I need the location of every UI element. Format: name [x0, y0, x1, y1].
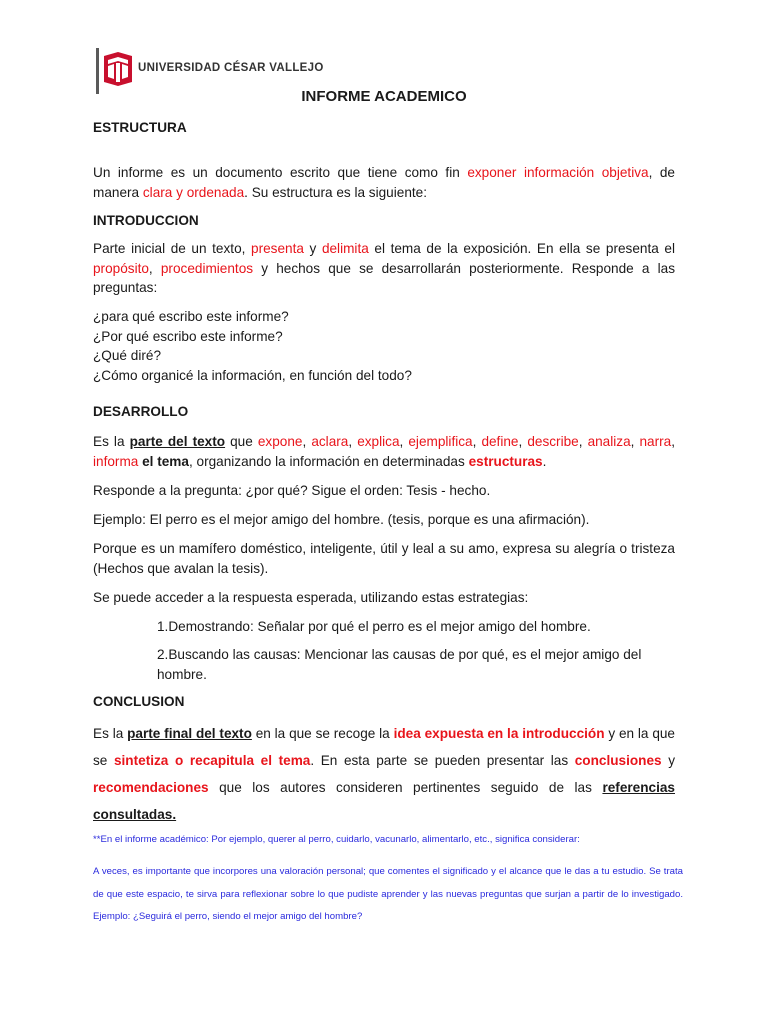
questions-list — [93, 307, 675, 385]
text-run: , de manera — [93, 165, 675, 200]
text-run: , organizando la información en determinadas — [188, 453, 469, 469]
desarrollo-facts: Porque es un mamífero doméstico, inteligente, útil y leal a su amo, expresa su alegría o tristeza (Hechos que avalan la tesis). — [93, 541, 675, 576]
introduccion-paragraph — [93, 239, 675, 298]
text-run: y — [661, 753, 676, 768]
highlight-run: explica — [357, 434, 400, 449]
desarrollo-question: Responde a la pregunta: ¿por qué? Sigue el orden: Tesis - hecho. — [93, 483, 491, 498]
highlight-run: delimita — [321, 241, 369, 256]
text-run: , — [518, 434, 528, 449]
text-run: Es la — [93, 434, 130, 449]
strategy-item: 1.Demostrando: Señalar por qué el perro es el mejor amigo del hombre. — [157, 619, 591, 634]
text-run: , — [148, 260, 161, 276]
text-run: . En esta parte se pueden presentar las — [310, 753, 575, 768]
highlight-run: informa — [93, 453, 139, 469]
question-item: ¿Cómo organicé la información, en función del todo? — [93, 367, 412, 383]
note-paragraph: A veces, es importante que incorpores una valoración personal; que comentes el significado y el alcance que le das a tu estudio. Se trata de que este espacio, te sirva para reflexionar sobre lo que pudiste aprender y las nuevas preguntas que surjan a partir de lo investigado. Ejemplo: ¿Seguirá el perro, siendo el mejor amigo del hombre? — [93, 866, 683, 922]
question-item: ¿para qué escribo este informe? — [93, 309, 289, 324]
text-run: y — [303, 241, 322, 256]
desarrollo-paragraph — [93, 432, 675, 471]
desarrollo-strategies: Se puede acceder a la respuesta esperada, utilizando estas estrategias: — [93, 590, 529, 605]
question-item: ¿Por qué escribo este informe? — [93, 328, 283, 344]
question-item: ¿Qué diré? — [93, 348, 162, 363]
highlight-run: clara y ordenada — [142, 184, 245, 200]
text-run: en la que se recoge la — [251, 726, 394, 741]
emphasis-run: el tema — [142, 453, 189, 469]
text-run: , — [578, 434, 588, 449]
text-run: , — [671, 434, 675, 449]
highlight-run: exponer información objetiva — [467, 165, 649, 180]
page-title: INFORME ACADEMICO — [301, 88, 467, 105]
text-run: . — [542, 453, 547, 469]
highlight-run: ejemplifica — [408, 434, 473, 449]
text-run: el tema de la exposición. En ella se presenta el — [368, 241, 675, 256]
highlight-run: describe — [527, 434, 579, 449]
heading-conclusion: CONCLUSION — [93, 694, 185, 709]
highlight-run: presenta — [251, 241, 304, 256]
conclusion-paragraph — [93, 720, 675, 828]
highlight-run: procedimientos — [160, 260, 254, 276]
highlight-run: propósito — [93, 260, 149, 276]
text-run: y hechos que se desarrollarán posteriormente. Responde a las preguntas: — [93, 260, 675, 295]
text-run: y en la que se — [93, 726, 675, 768]
highlight-run: sintetiza o recapitula el tema — [113, 753, 311, 768]
highlight-run: conclusiones — [574, 753, 662, 768]
text-run: Parte inicial de un texto, — [93, 241, 252, 256]
highlight-run: define — [481, 434, 519, 449]
estructura-paragraph — [93, 163, 675, 202]
text-run: Es la — [93, 726, 128, 741]
note-line: **En el informe académico: Por ejemplo, querer al perro, cuidarlo, vacunarlo, alimentarlo, etc., significa considerar: — [93, 834, 580, 845]
highlight-run: expone — [257, 434, 303, 449]
university-logo — [96, 44, 324, 94]
highlight-run: narra — [639, 434, 672, 449]
heading-introduccion: INTRODUCCION — [93, 213, 199, 228]
text-run: . Su estructura es la siguiente: — [244, 184, 427, 200]
text-run: que — [225, 434, 258, 449]
highlight-run: analiza — [587, 434, 631, 449]
highlight-run: aclara — [311, 434, 349, 449]
highlight-run: recomendaciones — [93, 780, 209, 795]
text-run: , — [302, 434, 312, 449]
emphasis-run: referencias consultadas. — [93, 780, 675, 822]
desarrollo-example: Ejemplo: El perro es el mejor amigo del hombre. (tesis, porque es una afirmación). — [93, 512, 590, 527]
logo-text: UNIVERSIDAD CÉSAR VALLEJO — [138, 62, 324, 74]
text-run: , — [472, 434, 482, 449]
highlight-run: estructuras — [468, 453, 543, 469]
text-run: que los autores consideren pertinentes seguido de las — [208, 780, 603, 795]
heading-desarrollo: DESARROLLO — [93, 404, 189, 419]
strategy-item: 2.Buscando las causas: Mencionar las causas de por qué, es el mejor amigo del hombre. — [157, 647, 642, 682]
emphasis-run: parte del texto — [129, 434, 226, 449]
text-run: , — [399, 434, 409, 449]
text-run: Un informe es un documento escrito que tiene como fin — [93, 165, 468, 180]
heading-estructura: ESTRUCTURA — [93, 120, 187, 135]
emphasis-run: parte final del texto — [127, 726, 252, 741]
ucv-emblem-icon — [104, 52, 132, 86]
text-run: , — [630, 434, 640, 449]
highlight-run: idea expuesta en la introducción — [393, 726, 605, 741]
text-run: , — [348, 434, 358, 449]
